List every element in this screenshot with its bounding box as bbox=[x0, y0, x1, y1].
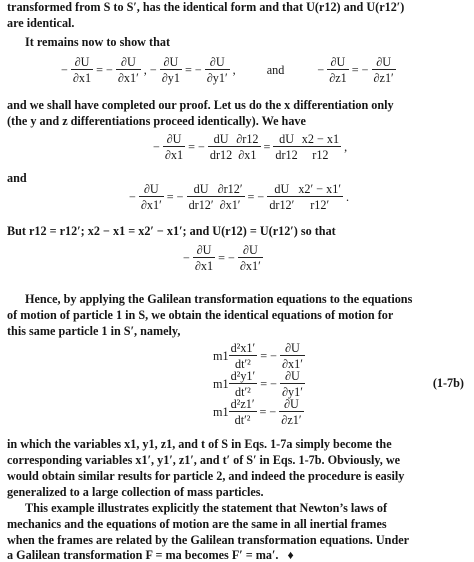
example-line-3: when the frames are related by the Galilean transformation equations. Under bbox=[7, 533, 410, 547]
example-line-1: This example illustrates explicitly the statement that Newton’s laws of bbox=[25, 501, 388, 515]
hence-line-2: of motion of particle 1 in S, we obtain the identical equations of motion for bbox=[7, 308, 394, 322]
variables-line-1: in which the variables x1, y1, z1, and t of S in Eqs. 1-7a simply become the bbox=[7, 437, 392, 451]
and-connector: and bbox=[7, 171, 27, 185]
fraction-dU-dx1: $\frac{\partial U}{\partial x1}$ bbox=[72, 55, 92, 86]
fraction-dU-dz1-prime: $\frac{\partial U}{\partial z1'}$ bbox=[373, 55, 394, 86]
variables-line-4: generalized to a large collection of mass particles. bbox=[7, 485, 264, 499]
variables-line-2: corresponding variables x1′, y1′, z1′, and t′ of S′ in Eqs. 1-7b. Obviously, we bbox=[7, 453, 401, 467]
example-line-2: mechanics and the equations of motion are the same in all inertial frames bbox=[7, 517, 387, 531]
motion-equation-x: m1 $\frac{\text{d²x1′}}{\text{dt′²}}$ = − $\frac{\partial U}{\partial x1'}$ bbox=[213, 341, 303, 372]
fraction-dU-dx1-prime: $\frac{\partial U}{\partial x1'}$ bbox=[117, 55, 139, 86]
equation-number: (1-7b) bbox=[432, 376, 464, 390]
intro-line-2: are identical. bbox=[7, 16, 75, 30]
intro-line-1: transformed from S to S′, has the identical form and that U(r12) and U(r12′) bbox=[7, 0, 405, 14]
fraction-dU-dz1: $\frac{\partial U}{\partial z1}$ bbox=[329, 55, 347, 86]
equation-chain-rule-x1: − $\frac{\partial U}{\partial x1}$ = − $\frac{dU}{dr12}$ $\frac{\partial r12}{\partial x1}$ = $\frac{dU}{dr12}$ $\frac{x2 - x1}{r12}$ , bbox=[153, 132, 348, 163]
but-line: But r12 = r12′; x2 − x1 = x2′ − x1′; and U(r12) = U(r12′) so that bbox=[7, 224, 336, 238]
equation-chain-rule-x1-prime: − $\frac{\partial U}{\partial x1'}$ = − $\frac{dU}{dr12'}$ $\frac{\partial r12'}{\partial x1'}$ = − $\frac{dU}{dr12'}$ $\frac{x2' - x1'}{r12'}$ . bbox=[129, 182, 350, 213]
motion-equation-z: m1 $\frac{\text{d²z1′}}{\text{dt′²}}$ = − $\frac{\partial U}{\partial z1'}$ bbox=[213, 397, 302, 428]
end-of-example-mark: ♦ bbox=[287, 548, 294, 562]
fraction-dU-dy1-prime: $\frac{\partial U}{\partial y1'}$ bbox=[206, 55, 228, 86]
fraction-dU-dy1: $\frac{\partial U}{\partial y1}$ bbox=[161, 55, 180, 86]
para2-line-2: (the y and z differentiations proceed identically). We have bbox=[7, 114, 306, 128]
equation-partials-equal: − $\frac{\partial U}{\partial x1}$ = − $\frac{\partial U}{\partial x1'}$ , − $\frac{\partial U}{\partial y1}$ = − $\frac{\partial U}{\partial y1'}$ , and − $\frac{\partial U}{\partial z1}$ = − $\frac{\partial U}{\partial z1'}$ bbox=[61, 55, 394, 86]
remains-sentence: It remains now to show that bbox=[25, 35, 171, 49]
hence-line-1: Hence, by applying the Galilean transformation equations to the equations bbox=[25, 292, 413, 306]
and-word: and bbox=[266, 63, 285, 78]
para2-line-1: and we shall have completed our proof. Let us do the x differentiation only bbox=[7, 98, 394, 112]
motion-equation-y: m1 $\frac{\text{d²y1′}}{\text{dt′²}}$ = − $\frac{\partial U}{\partial y1'}$ bbox=[213, 369, 303, 400]
variables-line-3: would obtain similar results for particle 2, and indeed the procedure is easily bbox=[7, 469, 405, 483]
hence-line-3: this same particle 1 in S′, namely, bbox=[7, 324, 181, 338]
example-line-4: a Galilean transformation F = ma becomes F′ = ma′. ♦ bbox=[7, 548, 294, 562]
equation-partials-equivalent: − $\frac{\partial U}{\partial x1}$ = − $\frac{\partial U}{\partial x1'}$ bbox=[183, 243, 261, 274]
